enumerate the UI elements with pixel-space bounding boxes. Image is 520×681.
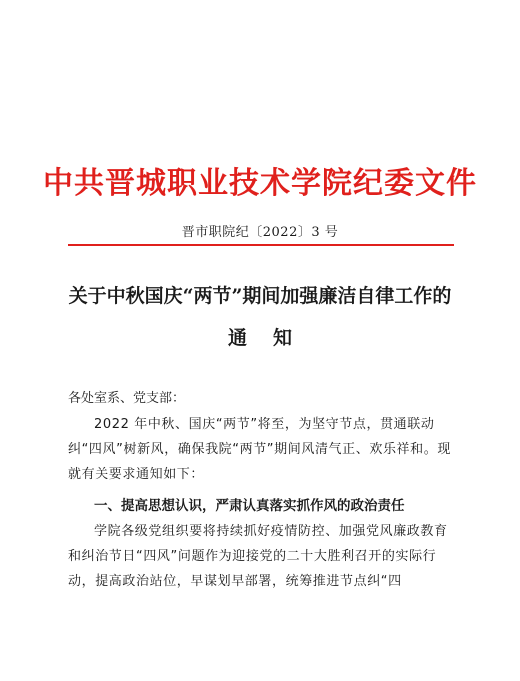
document-title-notice: 通知 bbox=[227, 327, 318, 349]
document-title: 关于中秋国庆“两节”期间加强廉洁自律工作的 bbox=[68, 285, 452, 307]
body-paragraph: 学院各级党组织要将持续抓好疫情防控、加强党风廉政教育和纠治节日“四风”问题作为迎接党的二十大胜利召开的实际行动，提高政治站位，早谋划早部署，统筹推进节点纠“四 bbox=[68, 524, 448, 589]
header-divider bbox=[68, 244, 454, 246]
document-number: 晋市职院纪〔2022〕3 号 bbox=[181, 225, 339, 240]
section-heading: 一、提高思想认识，严肃认真落实抓作风的政治责任 bbox=[94, 498, 405, 514]
salutation: 各处室系、党支部： bbox=[68, 391, 186, 406]
issuer-header: 中共晋城职业技术学院纪委文件 bbox=[43, 166, 477, 201]
body-paragraph: 2022 年中秋、国庆“两节”将至，为坚守节点，贯通联动纠“四风”树新风，确保我院“两节”期间风清气正、欢乐祥和。现就有关要求通知如下： bbox=[68, 417, 451, 482]
